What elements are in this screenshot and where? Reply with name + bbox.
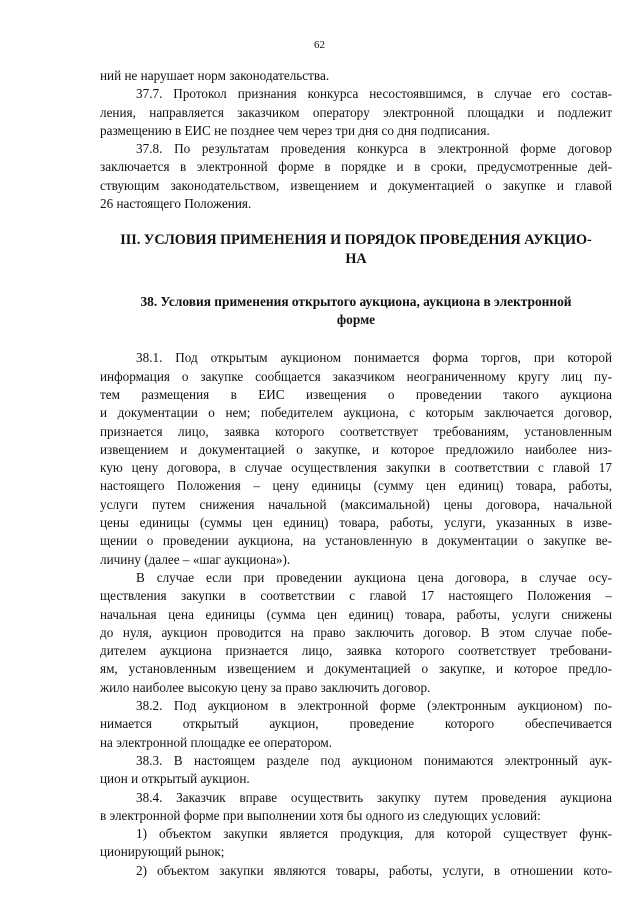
section-heading-line: НА xyxy=(345,251,367,268)
text-line: 37.8. По результатам проведения конкурса в электронной форме договор xyxy=(136,141,612,157)
section-heading-line: III. УСЛОВИЯ ПРИМЕНЕНИЯ И ПОРЯДОК ПРОВЕДЕНИЯ АУКЦИО- xyxy=(120,232,592,249)
list-item-2 xyxy=(100,862,612,880)
text-line: ления, направляется заказчиком оператору электронной площадки и подлежит xyxy=(100,104,612,120)
text-line: цены единицы (суммы цен единиц) товара, работы, услуги, указанных в изве- xyxy=(100,515,612,531)
paragraph-37-8 xyxy=(100,140,612,213)
paragraph-continuation xyxy=(100,67,612,85)
text-line: размещению в ЕИС не позднее чем через три дня со дня подписания. xyxy=(100,122,490,138)
paragraph-38-2 xyxy=(100,697,612,752)
text-line: 38.2. Под аукционом в электронной форме (электронным аукционом) по- xyxy=(136,698,612,714)
subsection-heading-line: 38. Условия применения открытого аукциона, аукциона в электронной xyxy=(140,294,572,310)
paragraph-38-3 xyxy=(100,752,612,789)
text-line: ям, установленным извещением и документацией о закупке, и которое предло- xyxy=(100,661,612,677)
text-line: ствующим законодательством, извещением и документацией о закупке и главой xyxy=(100,177,612,193)
subsection-heading-line: форме xyxy=(336,312,376,328)
text-line: тем размещения в ЕИС извещения о проведении такого аукциона xyxy=(100,386,612,402)
text-line: 2) объектом закупки являются товары, работы, услуги, в отношении кото- xyxy=(136,862,612,878)
text-line: услуги путем снижения начальной (максимальной) цены договора, начальной xyxy=(100,496,612,512)
text-line: заключается в электронной форме в порядке и в сроки, предусмотренные дей- xyxy=(100,159,612,175)
text-line: информация о закупке сообщается заказчиком неограниченному кругу лиц пу- xyxy=(100,368,612,384)
text-line: щении о проведении аукциона, на установленную в документации о закупке ве- xyxy=(100,533,612,549)
text-line: кую цену договора, в случае осуществления закупки в соответствии с главой 17 xyxy=(100,460,612,476)
text-line: цион и открытый аукцион. xyxy=(100,771,250,787)
text-line: ществления закупки в соответствии с главой 17 настоящего Положения – xyxy=(100,588,612,604)
text-line: 1) объектом закупки является продукция, для которой существует функ- xyxy=(136,826,612,842)
text-line: и документации о нем; победителем аукциона, с которым заключается договор, xyxy=(100,405,612,421)
document-body xyxy=(100,67,612,880)
text-line: на электронной площадке ее оператором. xyxy=(100,734,333,750)
text-line: в электронной форме при выполнении хотя бы одного из следующих условий: xyxy=(100,807,541,823)
paragraph-38-1-continued xyxy=(100,569,612,697)
paragraph-37-7 xyxy=(100,85,612,140)
text-line: 38.3. В настоящем разделе под аукционом понимаются электронный аук- xyxy=(136,752,612,768)
text-line: начальная цена единицы (сумма цен единиц) товара, работы, услуги снижены xyxy=(100,606,612,622)
text-line: ционирующий рынок; xyxy=(100,844,225,860)
text-line: нимается открытый аукцион, проведение которого обеспечивается xyxy=(100,716,612,732)
text-line: 37.7. Протокол признания конкурса несостоявшимся, в случае его состав- xyxy=(136,86,612,102)
text-line: дителем аукциона признается лицо, заявка которого соответствует требовани- xyxy=(100,643,612,659)
text-line: до нуля, аукцион проводится на право заключить договор. В этом случае побе- xyxy=(100,624,612,640)
text-line: личину (далее – «шаг аукциона»). xyxy=(100,551,291,567)
text-line: 38.4. Заказчик вправе осуществить закупку путем проведения аукциона xyxy=(136,789,612,805)
list-item-1 xyxy=(100,825,612,862)
text-line: 26 настоящего Положения. xyxy=(100,196,252,212)
subsection-heading xyxy=(100,293,612,329)
text-line: признается лицо, заявка которого соответствует требованиям, установленным xyxy=(100,423,612,439)
text-line: извещением и документацией о закупке, и которое предложило наиболее низ- xyxy=(100,441,612,457)
text-line: настоящего Положения – цену единицы (сумму цен единиц) товара, работы, xyxy=(100,478,612,494)
text-line: жило наиболее высокую цену за право заключить договор. xyxy=(100,679,431,695)
paragraph-38-4 xyxy=(100,789,612,826)
text-line: 38.1. Под открытым аукционом понимается форма торгов, при которой xyxy=(136,350,612,366)
paragraph-38-1 xyxy=(100,349,612,569)
text-line: В случае если при проведении аукциона цена договора, в случае осу- xyxy=(136,569,612,585)
text-line: ний не нарушает норм законодательства. xyxy=(100,68,330,83)
page-number: 62 xyxy=(314,39,325,51)
section-heading xyxy=(100,231,612,269)
